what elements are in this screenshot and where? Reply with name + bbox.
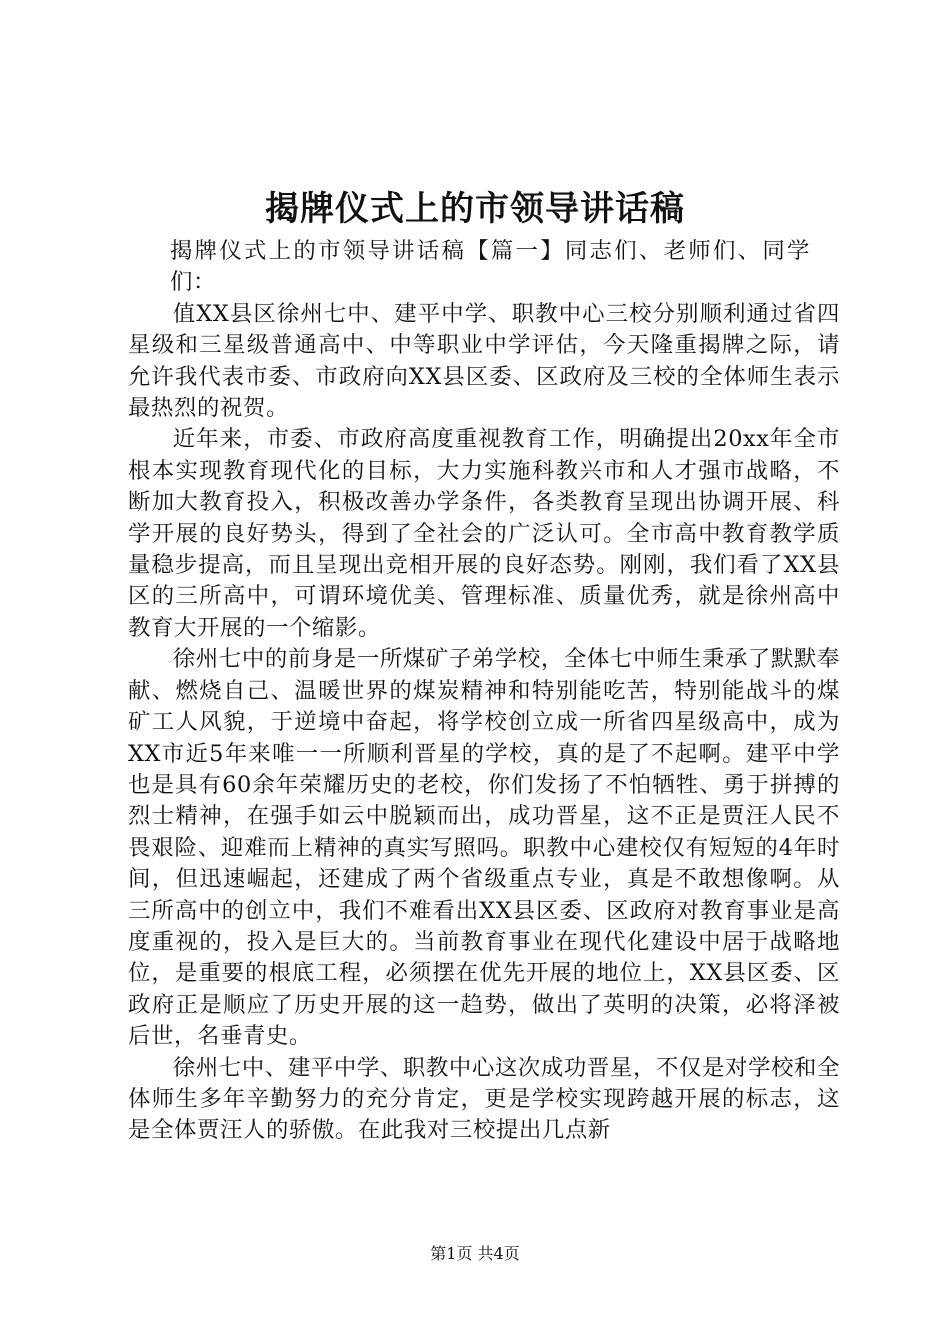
paragraph-2: 近年来，市委、市政府高度重视教育工作，明确提出20xx年全市根本实现教育现代化的目标，大力实施科教兴市和人才强市战略，不断加大教育投入，积极改善办学条件，各类教育呈现出协调开展、科学开展的良好势头，得到了全社会的广泛认可。全市高中教育教学质量稳步提高，而且呈现出竞相开展的良好态势。刚刚，我们看了XX县区的三所高中，可谓环境优美、管理标准、质量优秀，就是徐州高中教育大开展的一个缩影。 [128, 426, 840, 641]
paragraph-3: 徐州七中的前身是一所煤矿子弟学校，全体七中师生秉承了默默奉献、燃烧自己、温暖世界的煤炭精神和特别能吃苦，特别能战斗的煤矿工人风貌，于逆境中奋起，将学校创立成一所省四星级高中，成为XX市近5年来唯一一所顺利晋星的学校，真的是了不起啊。建平中学也是具有60余年荣耀历史的老校，你们发扬了不怕牺牲、勇于拼搏的烈士精神，在强手如云中脱颖而出，成功晋星，这不正是贾汪人民不畏艰险、迎难而上精神的真实写照吗。职教中心建校仅有短短的4年时间，但迅速崛起，还建成了两个省级重点专业，真是不敢想像啊。从三所高中的创立中，我们不难看出XX县区委、区政府对教育事业是高度重视的，投入是巨大的。当前教育事业在现代化建设中居于战略地位，是重要的根底工程，必须摆在优先开展的地位上，XX县区委、区政府正是顺应了历史开展的这一趋势，做出了英明的决策，必将泽被后世，名垂青史。 [128, 646, 840, 1050]
paragraph-4: 徐州七中、建平中学、职教中心这次成功晋星，不仅是对学校和全体师生多年辛勤努力的充分肯定，更是学校实现跨越开展的标志，这是全体贾汪人的骄傲。在此我对三校提出几点新 [128, 1054, 840, 1144]
document-body [128, 236, 840, 1147]
intro-line: 揭牌仪式上的市领导讲话稿【篇一】同志们、老师们、同学们： [170, 238, 810, 296]
document-title: 揭牌仪式上的市领导讲话稿 [265, 189, 685, 229]
page-footer: 第1页 共4页 [430, 1244, 520, 1263]
paragraph-1: 值XX县区徐州七中、建平中学、职教中心三校分别顺利通过省四星级和三星级普通高中、中等职业中学评估，今天隆重揭牌之际，请允许我代表市委、市政府向XX县区委、区政府及三校的全体师生表示最热烈的祝贺。 [128, 300, 840, 422]
